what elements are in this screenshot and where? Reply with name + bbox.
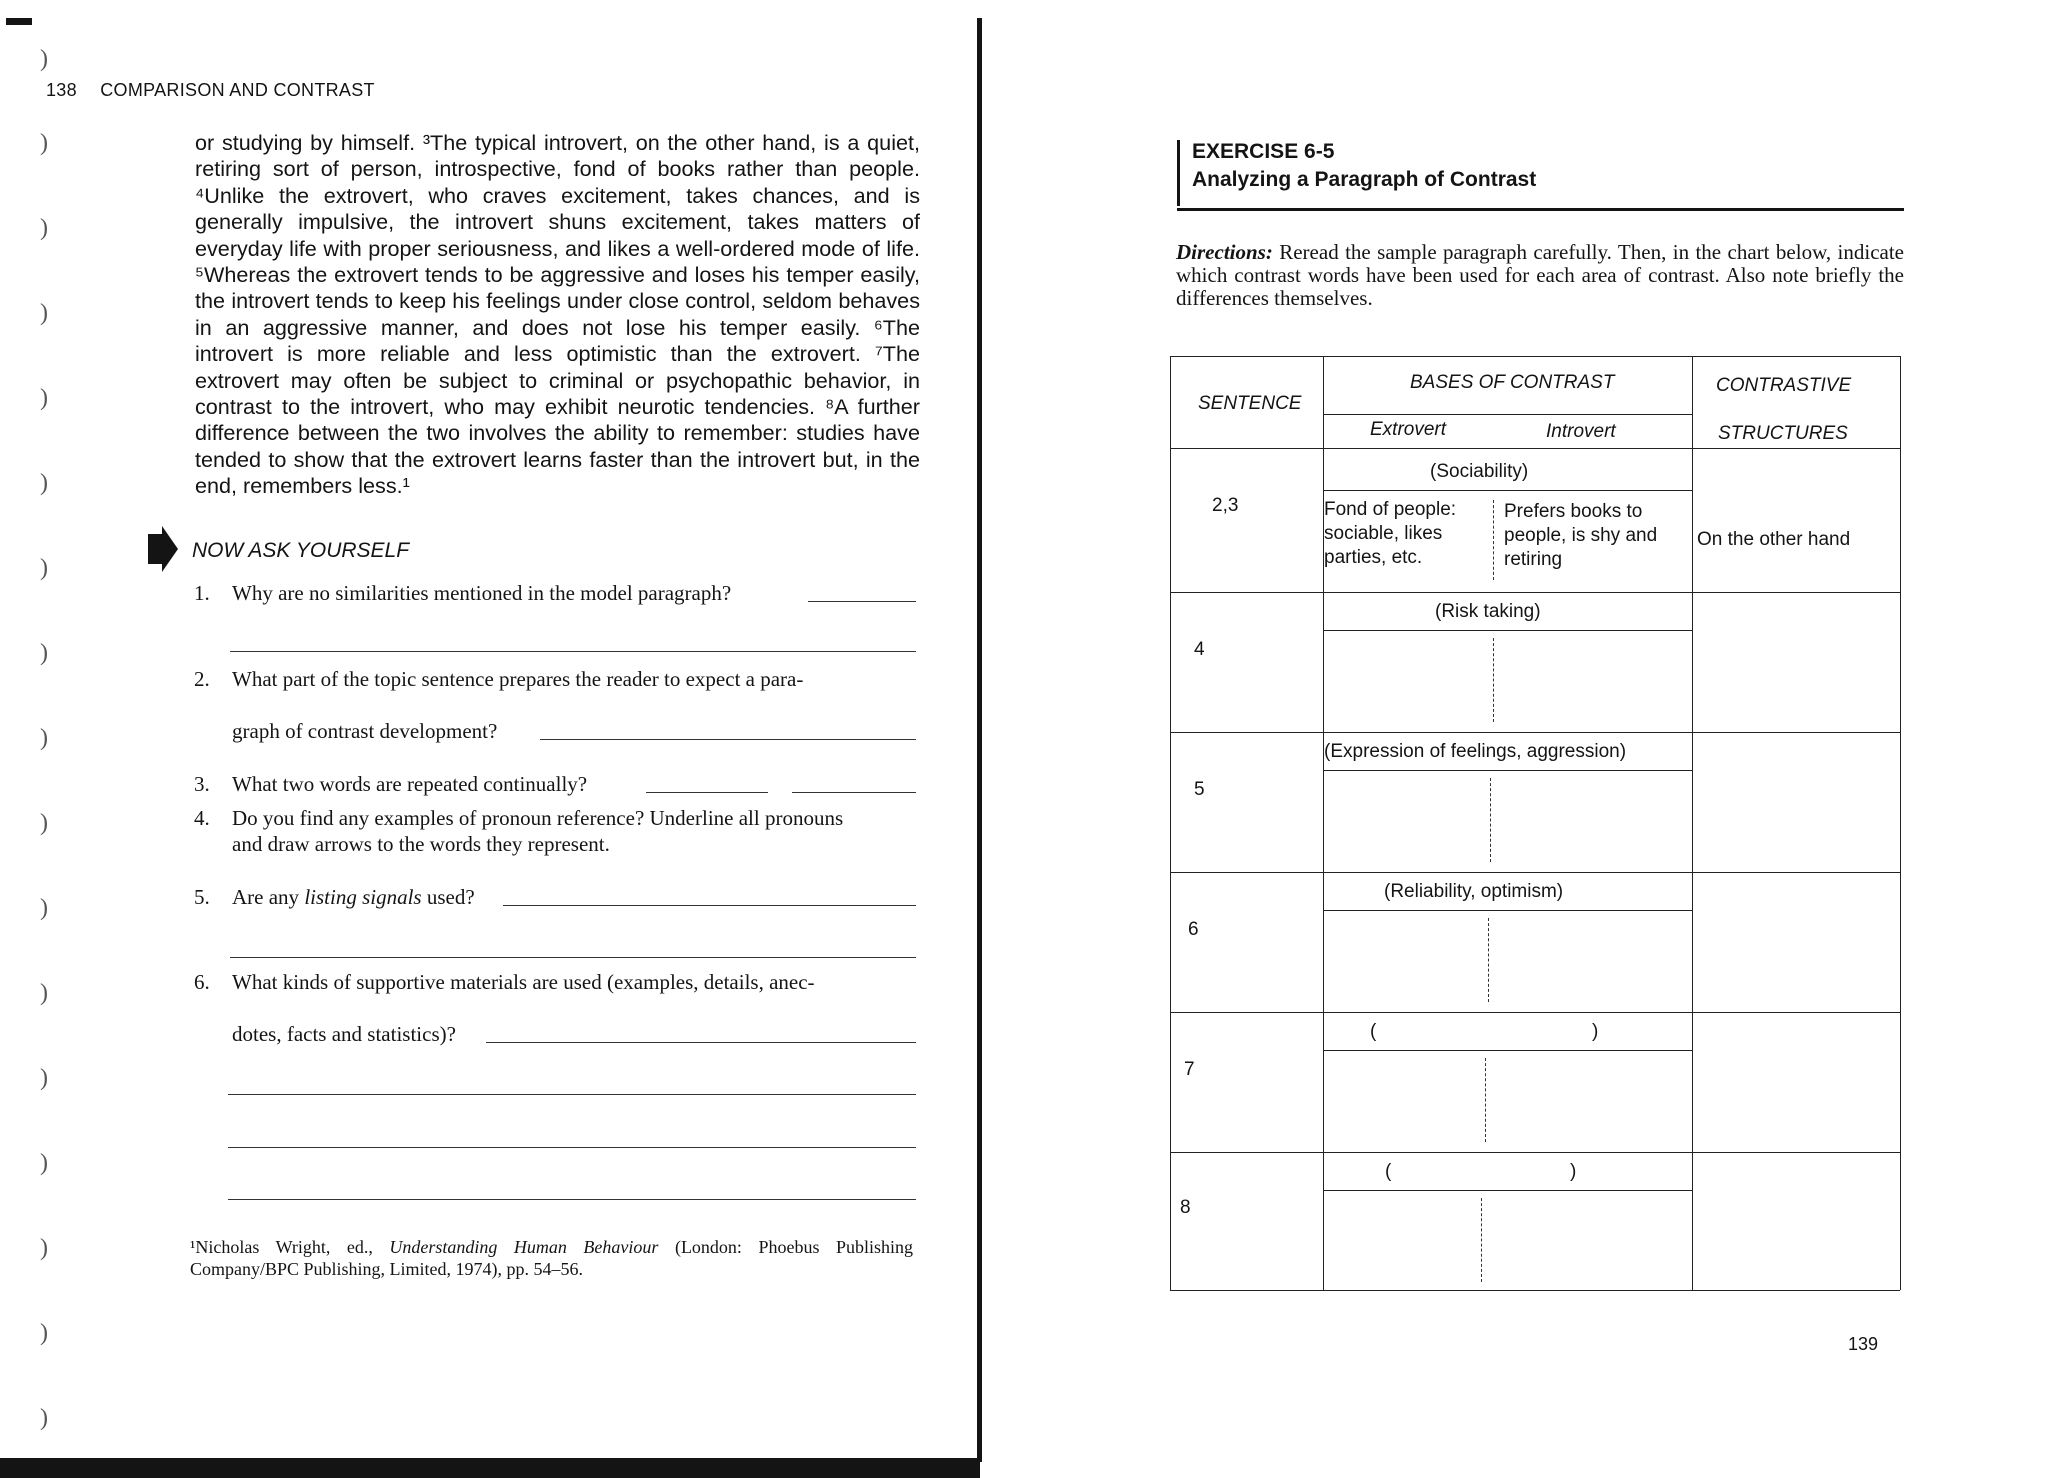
question-2-continued: graph of contrast development? bbox=[232, 719, 498, 743]
header-sentence: SENTENCE bbox=[1198, 393, 1302, 414]
answer-line[interactable] bbox=[230, 651, 916, 652]
header-introvert: Introvert bbox=[1546, 421, 1616, 442]
question-4: 4. Do you find any examples of pronoun reference? Underline all pronouns bbox=[194, 806, 844, 830]
row-sentence: 2,3 bbox=[1212, 495, 1239, 516]
answer-line[interactable] bbox=[228, 1147, 916, 1148]
exercise-title: EXERCISE 6-5 bbox=[1192, 140, 1335, 163]
answer-line[interactable] bbox=[228, 1094, 916, 1095]
page-number-left: 138 bbox=[46, 80, 77, 100]
row-sentence: 4 bbox=[1194, 639, 1205, 660]
row-structure: On the other hand bbox=[1697, 529, 1851, 550]
row-basis: (Risk taking) bbox=[1435, 601, 1541, 622]
footnote: ¹Nicholas Wright, ed., Understanding Human Behaviour (London: Phoebus Publishing Company/BPC Publishing, Limited, 1974), pp. 54–56. bbox=[190, 1237, 914, 1279]
row-sentence: 5 bbox=[1194, 779, 1205, 800]
row-basis-close: ) bbox=[1592, 1021, 1599, 1042]
answer-line[interactable] bbox=[540, 739, 916, 740]
answer-line[interactable] bbox=[486, 1042, 916, 1043]
answer-line[interactable] bbox=[230, 957, 916, 958]
exercise-subtitle: Analyzing a Paragraph of Contrast bbox=[1192, 168, 1537, 191]
answer-line[interactable] bbox=[792, 792, 916, 793]
question-6: 6. What kinds of supportive materials are used (examples, details, anec- bbox=[194, 970, 815, 994]
question-1: 1. Why are no similarities mentioned in the model paragraph? bbox=[194, 581, 732, 605]
answer-line[interactable] bbox=[503, 905, 916, 906]
passage-text: or studying by himself. ³The typical introvert, on the other hand, is a quiet, retiring sort of person, introspective, fond of books rather than people. ⁴Unlike the extrovert, who craves excitement, takes chances, and is generally impulsive, the introvert shuns excitement, takes matters of everyday life with proper seriousness, and likes a well-ordered mode of life. ⁵Whereas the extrovert tends to be aggressive and loses his temper easily, the introvert tends to keep his feelings under close control, seldom behaves in an aggressive manner, and does not lose his temper easily. ⁶The introvert is more reliable and less optimistic than the extrovert. ⁷The extrovert may often be subject to criminal or psychopathic behavior, in contrast to the introvert, who may exhibit neurotic tendencies. ⁸A further difference between the two involves the ability to remember: studies have tended to show that the extrovert learns faster than the introvert but, in the end, remembers less.¹ bbox=[195, 130, 920, 499]
header-extrovert: Extrovert bbox=[1370, 419, 1447, 440]
model-paragraph bbox=[195, 130, 920, 500]
answer-line[interactable] bbox=[646, 792, 768, 793]
row-sentence: 6 bbox=[1188, 919, 1199, 940]
scan-edge-mark bbox=[6, 18, 32, 25]
directions-text: Reread the sample paragraph carefully. Then, in the chart below, indicate which contrast words have been used for each area of contrast. Also note briefly the differences themselves. bbox=[1176, 240, 1904, 310]
answer-line[interactable] bbox=[228, 1199, 916, 1200]
question-3: 3. What two words are repeated continually? bbox=[194, 772, 588, 796]
exercise-bar bbox=[1177, 140, 1180, 206]
directions bbox=[1176, 241, 1904, 310]
question-2: 2. What part of the topic sentence prepares the reader to expect a para- bbox=[194, 667, 804, 691]
page-number-right: 139 bbox=[1848, 1334, 1879, 1354]
row-basis-open: ( bbox=[1385, 1161, 1392, 1182]
book-spine-divider bbox=[977, 18, 982, 1462]
row-introvert: Prefers books to people, is shy and retiring bbox=[1504, 501, 1658, 570]
question-6-continued: dotes, facts and statistics)? bbox=[232, 1022, 456, 1046]
basis-blank[interactable] bbox=[1323, 630, 1692, 631]
row-extrovert: Fond of people: sociable, likes parties, etc. bbox=[1324, 499, 1457, 568]
section-heading: NOW ASK YOURSELF bbox=[192, 539, 410, 562]
row-basis: (Reliability, optimism) bbox=[1384, 881, 1564, 902]
row-sentence: 8 bbox=[1180, 1197, 1191, 1218]
row-basis-open: ( bbox=[1370, 1021, 1377, 1042]
row-sentence: 7 bbox=[1184, 1059, 1195, 1080]
row-basis: (Expression of feelings, aggression) bbox=[1324, 741, 1627, 762]
running-header bbox=[46, 80, 375, 101]
header-bases: BASES OF CONTRAST bbox=[1410, 372, 1615, 393]
contrast-chart bbox=[1170, 356, 1900, 1290]
arrow-icon bbox=[148, 526, 178, 577]
scan-bottom-edge bbox=[0, 1458, 980, 1478]
header-contrastive: CONTRASTIVE bbox=[1716, 375, 1852, 396]
running-title: COMPARISON AND CONTRAST bbox=[100, 80, 375, 100]
directions-label: Directions: bbox=[1176, 240, 1273, 264]
exercise-rule bbox=[1177, 208, 1904, 211]
question-4-continued: and draw arrows to the words they represent. bbox=[232, 832, 610, 856]
header-structures: STRUCTURES bbox=[1718, 423, 1848, 444]
question-5: 5. Are any listing signals used? bbox=[194, 885, 475, 909]
row-basis: (Sociability) bbox=[1430, 461, 1529, 482]
answer-line[interactable] bbox=[808, 601, 916, 602]
row-basis-close: ) bbox=[1570, 1161, 1577, 1182]
